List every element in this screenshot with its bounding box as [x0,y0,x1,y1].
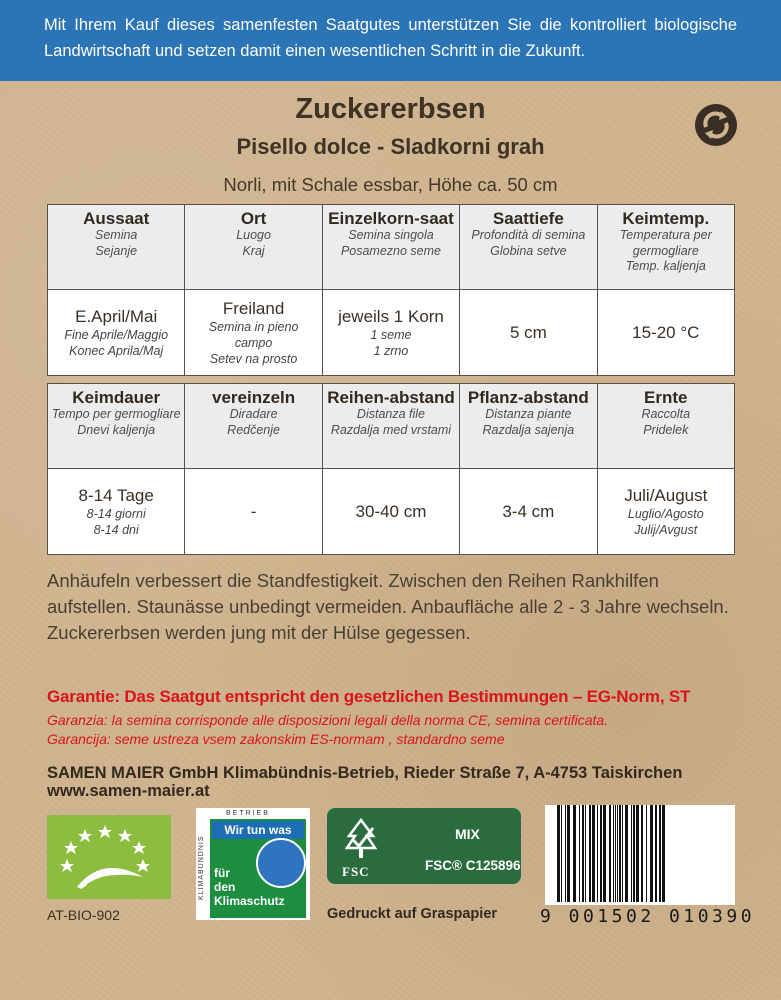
guarantee-it: Garanzia: la semina corrisponde alle disposizioni legali della norma CE, semina certificata. [47,712,609,728]
barcode-bar [585,805,586,902]
header-label-sl: Temp. kaljenja [625,259,706,273]
header-cell-row-spacing [322,384,459,469]
barcode-bar [622,805,623,902]
fsc-logo [327,808,521,884]
header-label: Keimtemp. [622,209,710,228]
value-cell-row-spacing [322,469,459,555]
barcode-bar [557,805,560,902]
barcode-bar [641,805,643,902]
header-cell-depth [460,205,597,290]
value-cell-sowing [48,290,185,376]
header-label: Reihen-abstand [327,388,455,407]
value-text-it: 8-14 giorni [86,506,146,521]
header-label: Einzelkorn-saat [328,209,454,228]
header-cell-sowing [48,205,185,290]
klimabuendnis-top-label: BETRIEB [226,810,270,817]
product-title: Zuckererbsen [295,93,486,125]
barcode-bar [615,805,616,902]
barcode-bar [655,805,657,902]
header-label-it: Luogo [236,228,271,242]
value-text: jeweils 1 Korn [338,306,444,326]
value-cell-germ-duration [48,469,185,555]
barcode-bar [617,805,618,902]
value-cell-depth [460,290,597,376]
barcode-bar [646,805,647,902]
header-label-sl: Sejanje [95,243,138,258]
header-label-it: Profondità di semina [471,228,586,242]
company-website: www.samen-maier.at [47,782,210,800]
header-label-sl: Razdalja med vrstami [330,422,452,437]
header-label: Saattiefe [492,209,564,228]
eu-organic-leaf-icon [47,815,171,899]
header-label-sl: Globina setve [490,243,567,258]
header-label-it: Tempo per germogliare [51,407,181,421]
value-text-sl: Konec Aprila/Maj [69,343,164,358]
value-text: Juli/August [624,485,708,505]
header-label-it: Distanza file [356,407,426,421]
header-label: Pflanz-abstand [467,388,589,407]
barcode-bar [592,805,595,902]
value-text-it: Fine Aprile/Maggio [64,327,169,342]
fsc-mix-label: MIX [455,826,480,842]
klimabuendnis-slogan: Wir tun was [212,821,304,839]
product-subtitle: Pisello dolce - Sladkorni grah [236,134,545,159]
barcode-bar [662,805,665,902]
barcode-bar [582,805,584,902]
barcode-bar [619,805,621,902]
value-text: Freiland [222,298,285,318]
printed-on-note: Gedruckt auf Graspapier [327,906,498,922]
guarantee-de: Garantie: Das Saatgut entspricht den gesetzlichen Bestimmungen – EG-Norm, ST [47,687,691,706]
value-cell-plant-spacing [460,469,597,555]
barcode [555,805,730,902]
barcode-bar [650,805,653,902]
barcode-bar [565,805,566,902]
header-label: vereinzeln [212,388,296,407]
barcode-bar [579,805,580,902]
barcode-bar [567,805,570,902]
barcode-bar [625,805,628,902]
header-cell-germ-duration [48,384,185,469]
klimabuendnis-side-label: KLIMABÜNDNIS [198,835,205,901]
globe-icon [256,838,306,888]
value-text-sl: 8-14 dni [93,522,139,537]
value-text-sl: Julij/Avgust [634,522,698,537]
guarantee-sl: Garancija: seme ustreza vsem zakonskim ES-normam , standardno seme [47,731,505,747]
barcode-bar [600,805,602,902]
klimabuendnis-logo [196,808,310,920]
header-cell-thinning [185,384,322,469]
barcode-bar [573,805,576,902]
value-text: 5 cm [509,322,547,342]
header-cell-harvest [597,384,734,469]
barcode-bar [636,805,639,902]
header-label-sl: Dnevi kaljenja [77,422,156,437]
value-text-sl: Setev na prosto [209,351,298,366]
company-address: SAMEN MAIER GmbH Klimabündnis-Betrieb, Rieder Straße 7, A-4753 Taiskirchen [47,764,683,782]
header-label: Keimdauer [72,388,161,407]
barcode-bar [603,805,606,902]
barcode-bar [597,805,598,902]
header-label: Ort [240,209,267,228]
fsc-tree-check-icon [339,818,383,864]
barcode-bar [633,805,635,902]
header-label-sl: Posamezno seme [340,243,441,258]
value-text-it: Luglio/Agosto [627,506,704,521]
header-cell-location [185,205,322,290]
header-label-sl: Kraj [242,243,265,258]
barcode-bar [561,805,562,902]
value-text: E.April/Mai [75,306,158,326]
fsc-license-code: FSC® C125896 [425,858,521,873]
header-cell-germ-temp [597,205,734,290]
value-cell-harvest [597,469,734,555]
header-label-it: Distanza piante [485,407,572,421]
header-label-it: Semina [95,228,138,242]
info-banner: Mit Ihrem Kauf dieses samenfesten Saatgutes unterstützen Sie die kontrolliert biologische Landwirtschaft und setzen damit einen wesentlichen Schritt in die Zukunft. [0,0,781,81]
growing-table [47,383,735,555]
value-cell-location [185,290,322,376]
growing-instructions: Anhäufeln verbessert die Standfestigkeit. Zwischen den Reihen Rankhilfen aufstellen. Staunässe unbedingt vermeiden. Anbaufläche alle 2 - 3 Jahre wechseln. Zuckererbsen werden jung mit der Hülse gegessen. [47,570,729,643]
table-row [48,290,735,376]
header-label-it: Raccolta [641,407,691,421]
header-label: Ernte [644,388,688,407]
header-label-sl: Pridelek [643,422,689,437]
klimabuendnis-slogan-2: für den Klimaschutz [214,866,285,908]
value-text: 3-4 cm [502,501,555,521]
value-text-it: 1 seme [370,327,412,342]
barcode-bar [589,805,591,902]
value-text: 30-40 cm [355,501,427,521]
eu-organic-code: AT-BIO-902 [47,907,120,923]
table-header-row [48,384,735,469]
header-cell-single-seed [322,205,459,290]
value-cell-single-seed [322,290,459,376]
barcode-bar [613,805,614,902]
value-text: - [250,501,257,521]
header-cell-plant-spacing [460,384,597,469]
variety-line: Norli, mit Schale essbar, Höhe ca. 50 cm [223,174,558,195]
barcode-bar [609,805,611,902]
table-row [48,469,735,555]
barcode-number: 9 001502 010390 [540,906,756,927]
sowing-table [47,204,735,376]
value-cell-germ-temp [597,290,734,376]
value-text-sl: 1 zrno [373,343,409,358]
header-label-it: Diradare [229,407,278,421]
header-label-it: Semina singola [348,228,434,242]
fsc-wordmark: FSC [342,864,370,879]
barcode-bar [631,805,632,902]
header-label-sl: Razdalja sajenja [482,422,575,437]
barcode-bar [659,805,661,902]
value-text: 15-20 °C [632,322,700,342]
header-label-it: Temperatura per germogliare [619,228,712,258]
value-text-it: Semina in pieno campo [208,319,299,350]
value-cell-thinning [185,469,322,555]
value-text: 8-14 Tage [78,485,154,505]
header-label-sl: Redčenje [227,422,280,437]
header-label: Aussaat [83,209,150,228]
table-header-row [48,205,735,290]
